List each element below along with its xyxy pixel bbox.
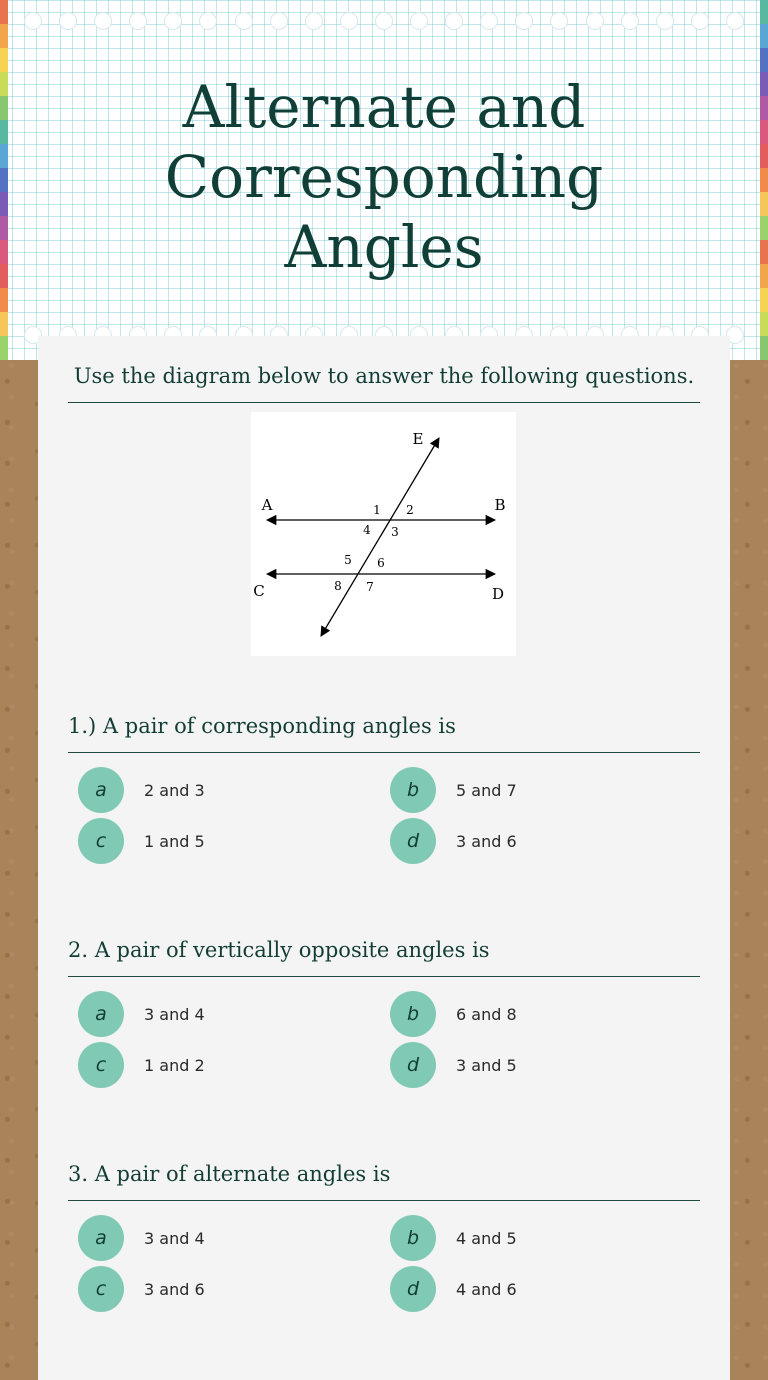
binder-hole — [235, 12, 253, 30]
label-point-a: A — [261, 496, 273, 514]
question-3-option-a[interactable] — [78, 1215, 205, 1261]
stripe-segment — [760, 312, 768, 336]
option-badge: a — [78, 991, 124, 1037]
title-line-3: Angles — [284, 213, 484, 281]
binder-hole — [164, 12, 182, 30]
binder-hole — [375, 12, 393, 30]
option-label: 6 and 8 — [456, 1004, 517, 1024]
option-badge: c — [78, 1042, 124, 1088]
option-badge: c — [78, 1266, 124, 1312]
binder-hole — [656, 12, 674, 30]
binder-hole — [270, 12, 288, 30]
question-2-option-d[interactable] — [390, 1042, 517, 1088]
option-label: 2 and 3 — [144, 780, 205, 800]
question-1-divider — [68, 752, 700, 753]
binder-hole — [691, 12, 709, 30]
label-point-c: C — [253, 582, 265, 600]
option-label: 3 and 4 — [144, 1228, 205, 1248]
question-1-option-d[interactable] — [390, 818, 517, 864]
question-1-text: 1.) A pair of corresponding angles is — [68, 714, 456, 738]
stripe-segment — [760, 0, 768, 24]
option-badge: d — [390, 1266, 436, 1312]
binder-hole — [94, 12, 112, 30]
binder-hole — [586, 12, 604, 30]
question-2-text: 2. A pair of vertically opposite angles is — [68, 938, 490, 962]
option-badge: b — [390, 1215, 436, 1261]
title-line-1: Alternate and — [182, 73, 586, 141]
option-badge: b — [390, 767, 436, 813]
label-angle-8: 8 — [334, 579, 342, 593]
question-1-option-a[interactable] — [78, 767, 205, 813]
stripe-segment — [0, 0, 8, 24]
binder-hole — [550, 12, 568, 30]
binder-hole — [726, 12, 744, 30]
label-angle-3: 3 — [391, 525, 399, 539]
option-badge: c — [78, 818, 124, 864]
stripe-segment — [0, 24, 8, 48]
option-label: 3 and 6 — [456, 831, 517, 851]
option-label: 5 and 7 — [456, 780, 517, 800]
option-badge: d — [390, 818, 436, 864]
page-title — [0, 72, 768, 282]
label-angle-1: 1 — [373, 503, 381, 517]
transversal-e — [321, 438, 439, 636]
label-angle-2: 2 — [406, 503, 414, 517]
binder-hole — [129, 12, 147, 30]
question-3-option-c[interactable] — [78, 1266, 205, 1312]
angle-diagram — [251, 412, 516, 656]
stripe-segment — [0, 312, 8, 336]
binder-hole — [621, 12, 639, 30]
question-3-option-b[interactable] — [390, 1215, 517, 1261]
worksheet-card — [38, 336, 730, 1380]
binder-hole — [340, 12, 358, 30]
question-2-option-a[interactable] — [78, 991, 205, 1037]
binder-hole — [24, 12, 42, 30]
option-label: 4 and 5 — [456, 1228, 517, 1248]
question-1-option-b[interactable] — [390, 767, 517, 813]
option-label: 3 and 5 — [456, 1055, 517, 1075]
option-badge: b — [390, 991, 436, 1037]
binder-hole — [305, 12, 323, 30]
option-badge: a — [78, 1215, 124, 1261]
label-angle-5: 5 — [344, 553, 352, 567]
stripe-segment — [0, 288, 8, 312]
stripe-segment — [0, 336, 8, 360]
binder-hole — [515, 12, 533, 30]
option-label: 4 and 6 — [456, 1279, 517, 1299]
option-badge: d — [390, 1042, 436, 1088]
option-label: 3 and 4 — [144, 1004, 205, 1024]
label-point-b: B — [494, 496, 506, 514]
question-2-option-c[interactable] — [78, 1042, 205, 1088]
question-3-text: 3. A pair of alternate angles is — [68, 1162, 391, 1186]
label-angle-6: 6 — [377, 556, 385, 570]
label-point-d: D — [491, 585, 505, 603]
question-3-option-d[interactable] — [390, 1266, 517, 1312]
binder-hole — [59, 12, 77, 30]
binder-hole — [445, 12, 463, 30]
binder-hole — [199, 12, 217, 30]
stripe-segment — [760, 24, 768, 48]
label-point-e: E — [412, 430, 424, 448]
question-2-option-b[interactable] — [390, 991, 517, 1037]
question-1-option-c[interactable] — [78, 818, 205, 864]
header-banner — [0, 0, 768, 360]
binder-holes-top — [24, 12, 744, 30]
question-3-divider — [68, 1200, 700, 1201]
option-label: 1 and 5 — [144, 831, 205, 851]
question-2-divider — [68, 976, 700, 977]
label-angle-7: 7 — [366, 580, 374, 594]
title-line-2: Corresponding — [164, 143, 604, 211]
option-label: 3 and 6 — [144, 1279, 205, 1299]
angle-diagram-svg — [251, 412, 516, 656]
option-badge: a — [78, 767, 124, 813]
stripe-segment — [760, 48, 768, 72]
option-label: 1 and 2 — [144, 1055, 205, 1075]
stripe-segment — [0, 48, 8, 72]
stripe-segment — [760, 288, 768, 312]
label-angle-4: 4 — [363, 523, 371, 537]
binder-hole — [480, 12, 498, 30]
instruction-divider — [68, 402, 700, 403]
stripe-segment — [760, 336, 768, 360]
binder-hole — [410, 12, 428, 30]
instruction-text: Use the diagram below to answer the following questions. — [73, 364, 695, 388]
